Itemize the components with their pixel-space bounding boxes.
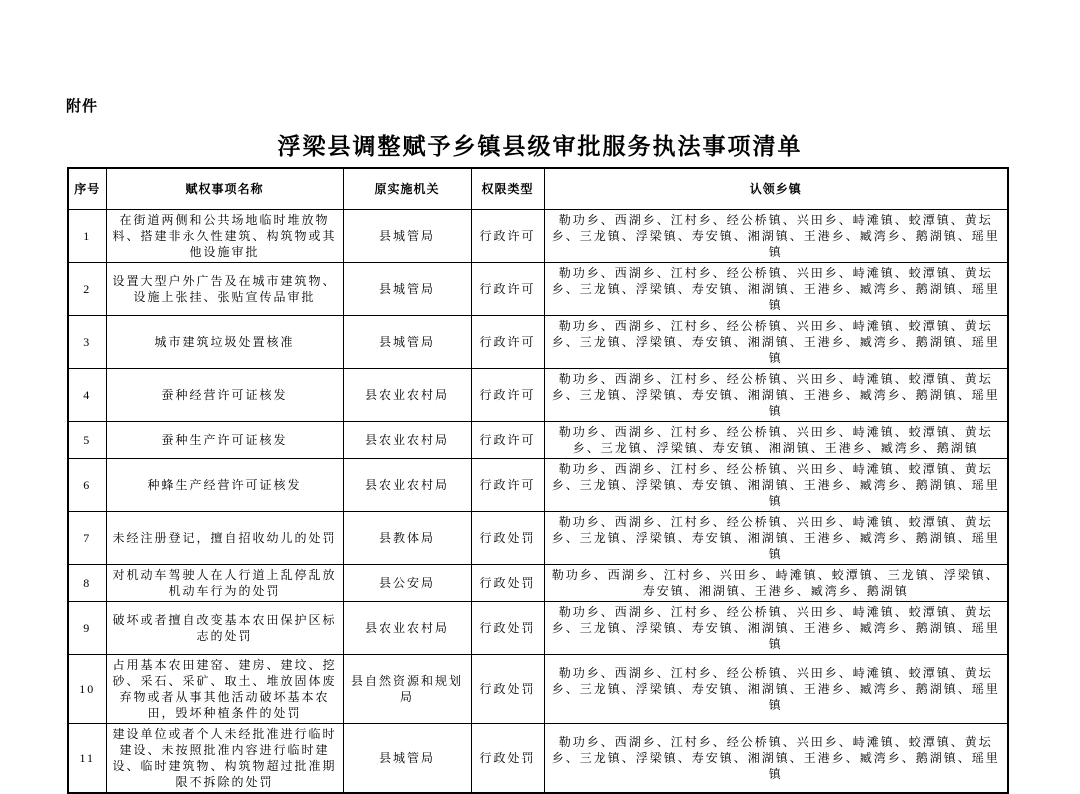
header-cell-0: 序号 — [68, 168, 106, 209]
item-name-cell: 在街道两侧和公共场地临时堆放物料、搭建非永久性建筑、构筑物或其他设施审批 — [106, 209, 343, 262]
permission-type-cell: 行政处罚 — [471, 723, 544, 793]
permission-type-cell: 行政处罚 — [471, 511, 544, 564]
permission-type-cell: 行政处罚 — [471, 654, 544, 723]
agency-cell: 县农业农村局 — [343, 368, 471, 421]
table-row — [68, 315, 1008, 368]
page-title: 浮梁县调整赋予乡镇县级审批服务执法事项清单 — [277, 134, 803, 159]
agency-cell: 县自然资源和规划局 — [343, 654, 471, 723]
table-row — [68, 209, 1008, 262]
agency-cell: 县城管局 — [343, 723, 471, 793]
townships-cell: 勒功乡、西湖乡、江村乡、经公桥镇、兴田乡、峙滩镇、蛟潭镇、黄坛乡、三龙镇、浮梁镇、寿安镇、湘湖镇、王港乡、臧湾乡、鹅湖镇、瑶里镇 — [544, 458, 1008, 511]
townships-cell: 勒功乡、西湖乡、江村乡、经公桥镇、兴田乡、峙滩镇、蛟潭镇、黄坛乡、三龙镇、浮梁镇、寿安镇、湘湖镇、王港乡、臧湾乡、鹅湖镇、瑶里镇 — [544, 262, 1008, 315]
permission-type-cell: 行政许可 — [471, 458, 544, 511]
item-name-cell: 未经注册登记，擅自招收幼儿的处罚 — [106, 511, 343, 564]
row-number-cell: 6 — [68, 458, 106, 511]
row-number-cell: 2 — [68, 262, 106, 315]
row-number-cell: 8 — [68, 564, 106, 601]
agency-cell: 县教体局 — [343, 511, 471, 564]
agency-cell: 县公安局 — [343, 564, 471, 601]
townships-cell: 勒功乡、西湖乡、江村乡、兴田乡、峙滩镇、蛟潭镇、三龙镇、浮梁镇、寿安镇、湘湖镇、王港乡、臧湾乡、鹅湖镇 — [544, 564, 1008, 601]
agency-cell: 县城管局 — [343, 315, 471, 368]
table-row — [68, 262, 1008, 315]
permission-type-cell: 行政许可 — [471, 421, 544, 458]
header-cell-3: 权限类型 — [471, 168, 544, 209]
permission-type-cell: 行政许可 — [471, 315, 544, 368]
townships-cell: 勒功乡、西湖乡、江村乡、经公桥镇、兴田乡、峙滩镇、蛟潭镇、黄坛乡、三龙镇、浮梁镇、寿安镇、湘湖镇、王港乡、臧湾乡、鹅湖镇、瑶里镇 — [544, 209, 1008, 262]
row-number-cell: 7 — [68, 511, 106, 564]
table-row — [68, 421, 1008, 458]
row-number-cell: 10 — [68, 654, 106, 723]
table-row — [68, 601, 1008, 654]
permission-type-cell: 行政许可 — [471, 368, 544, 421]
item-name-cell: 种蜂生产经营许可证核发 — [106, 458, 343, 511]
townships-cell: 勒功乡、西湖乡、江村乡、经公桥镇、兴田乡、峙滩镇、蛟潭镇、黄坛乡、三龙镇、浮梁镇、寿安镇、湘湖镇、王港乡、臧湾乡、鹅湖镇、瑶里镇 — [544, 368, 1008, 421]
item-name-cell: 破坏或者擅自改变基本农田保护区标志的处罚 — [106, 601, 343, 654]
agency-cell: 县农业农村局 — [343, 601, 471, 654]
item-name-cell: 蚕种经营许可证核发 — [106, 368, 343, 421]
authorization-items-table — [67, 167, 1009, 794]
townships-cell: 勒功乡、西湖乡、江村乡、经公桥镇、兴田乡、峙滩镇、蛟潭镇、黄坛乡、三龙镇、浮梁镇、寿安镇、湘湖镇、王港乡、臧湾乡、鹅湖镇、瑶里镇 — [544, 601, 1008, 654]
agency-cell: 县城管局 — [343, 209, 471, 262]
attachment-label: 附件 — [66, 98, 99, 115]
item-name-cell: 蚕种生产许可证核发 — [106, 421, 343, 458]
table-row — [68, 564, 1008, 601]
row-number-cell: 4 — [68, 368, 106, 421]
permission-type-cell: 行政处罚 — [471, 564, 544, 601]
agency-cell: 县农业农村局 — [343, 458, 471, 511]
row-number-cell: 3 — [68, 315, 106, 368]
townships-cell: 勒功乡、西湖乡、江村乡、经公桥镇、兴田乡、峙滩镇、蛟潭镇、黄坛乡、三龙镇、浮梁镇、寿安镇、湘湖镇、王港乡、臧湾乡、鹅湖镇、瑶里镇 — [544, 654, 1008, 723]
permission-type-cell: 行政许可 — [471, 209, 544, 262]
townships-cell: 勒功乡、西湖乡、江村乡、经公桥镇、兴田乡、峙滩镇、蛟潭镇、黄坛乡、三龙镇、浮梁镇、寿安镇、湘湖镇、王港乡、臧湾乡、鹅湖镇、瑶里镇 — [544, 723, 1008, 793]
table-header-row — [68, 168, 1008, 209]
item-name-cell: 占用基本农田建窑、建房、建坟、挖砂、采石、采矿、取土、堆放固体废弃物或者从事其他活动破坏基本农田，毁坏种植条件的处罚 — [106, 654, 343, 723]
row-number-cell: 1 — [68, 209, 106, 262]
agency-cell: 县农业农村局 — [343, 421, 471, 458]
header-cell-4: 认领乡镇 — [544, 168, 1008, 209]
row-number-cell: 9 — [68, 601, 106, 654]
table-row — [68, 723, 1008, 793]
townships-cell: 勒功乡、西湖乡、江村乡、经公桥镇、兴田乡、峙滩镇、蛟潭镇、黄坛乡、三龙镇、浮梁镇、寿安镇、湘湖镇、王港乡、臧湾乡、鹅湖镇 — [544, 421, 1008, 458]
permission-type-cell: 行政许可 — [471, 262, 544, 315]
table-row — [68, 368, 1008, 421]
townships-cell: 勒功乡、西湖乡、江村乡、经公桥镇、兴田乡、峙滩镇、蛟潭镇、黄坛乡、三龙镇、浮梁镇、寿安镇、湘湖镇、王港乡、臧湾乡、鹅湖镇、瑶里镇 — [544, 315, 1008, 368]
table-row — [68, 654, 1008, 723]
table-row — [68, 458, 1008, 511]
header-cell-1: 赋权事项名称 — [106, 168, 343, 209]
permission-type-cell: 行政处罚 — [471, 601, 544, 654]
item-name-cell: 设置大型户外广告及在城市建筑物、设施上张挂、张贴宣传品审批 — [106, 262, 343, 315]
townships-cell: 勒功乡、西湖乡、江村乡、经公桥镇、兴田乡、峙滩镇、蛟潭镇、黄坛乡、三龙镇、浮梁镇、寿安镇、湘湖镇、王港乡、臧湾乡、鹅湖镇、瑶里镇 — [544, 511, 1008, 564]
row-number-cell: 5 — [68, 421, 106, 458]
agency-cell: 县城管局 — [343, 262, 471, 315]
item-name-cell: 城市建筑垃圾处置核准 — [106, 315, 343, 368]
table-row — [68, 511, 1008, 564]
row-number-cell: 11 — [68, 723, 106, 793]
item-name-cell: 建设单位或者个人未经批准进行临时建设、未按照批准内容进行临时建设、临时建筑物、构筑物超过批准期限不拆除的处罚 — [106, 723, 343, 793]
item-name-cell: 对机动车驾驶人在人行道上乱停乱放机动车行为的处罚 — [106, 564, 343, 601]
header-cell-2: 原实施机关 — [343, 168, 471, 209]
